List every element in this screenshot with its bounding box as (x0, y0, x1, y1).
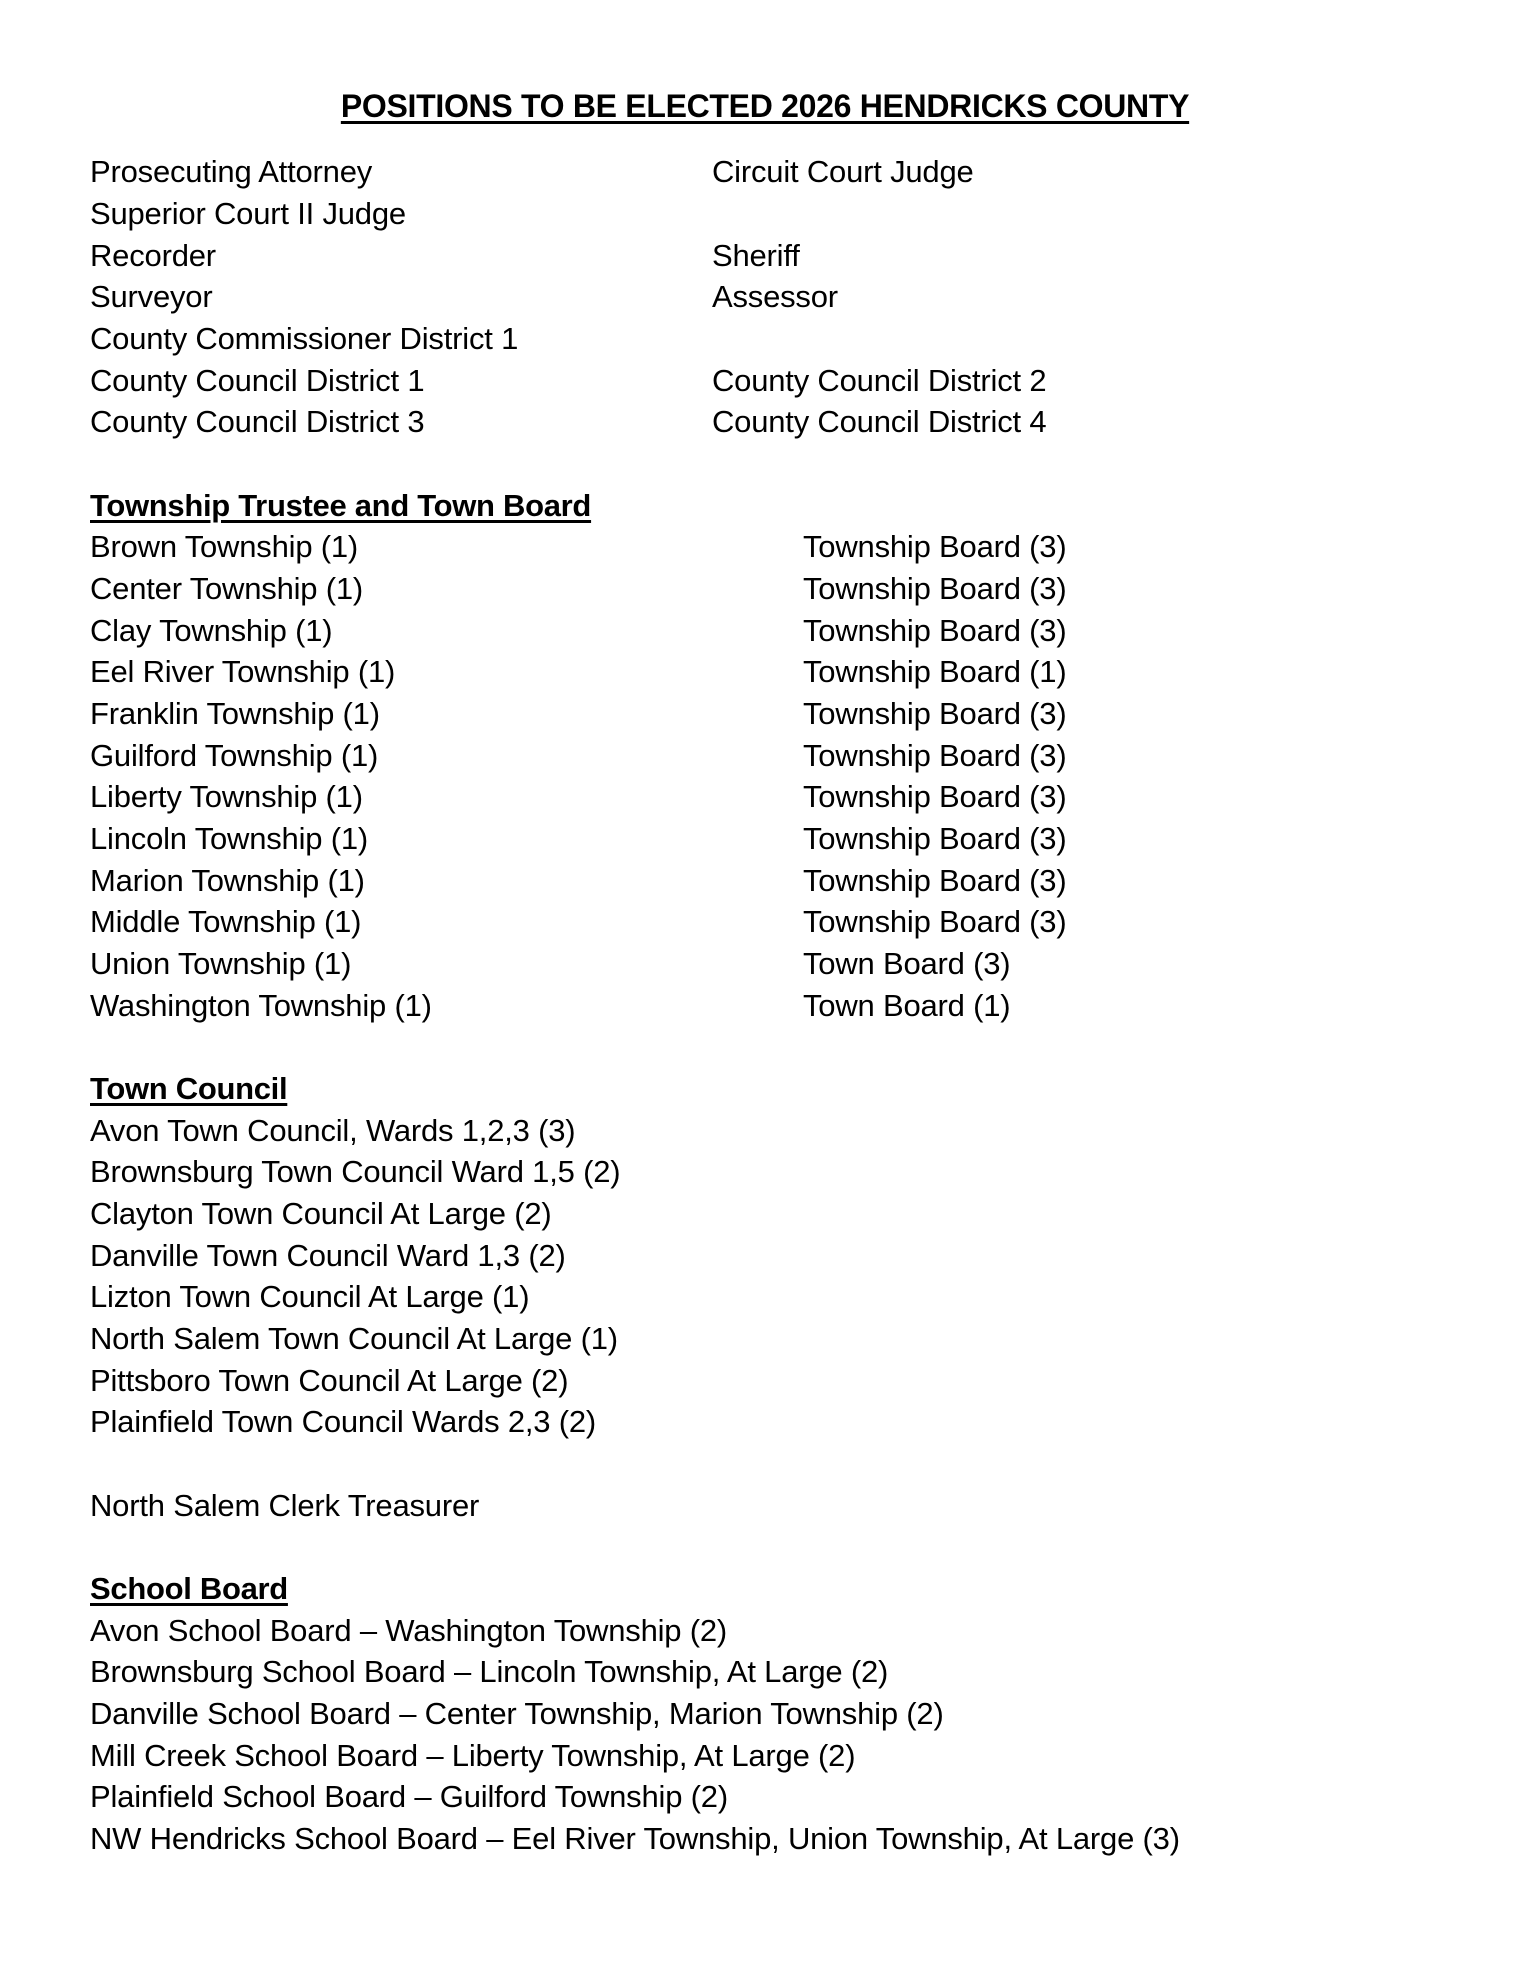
town-council-item: Avon Town Council, Wards 1,2,3 (3) (90, 1113, 576, 1148)
school-board-item: Brownsburg School Board – Lincoln Township, At Large (2) (90, 1654, 889, 1689)
township-board-item: Township Board (3) (803, 571, 1067, 606)
township-trustee-item: Guilford Township (1) (90, 738, 379, 773)
township-board-item: Township Board (3) (803, 738, 1067, 773)
section-heading-township: Township Trustee and Town Board (90, 488, 592, 523)
township-board-item: Township Board (3) (803, 779, 1067, 814)
township-trustee-item: Middle Township (1) (90, 904, 362, 939)
school-board-item: Danville School Board – Center Township, Marion Township (2) (90, 1696, 944, 1731)
town-council-item: Pittsboro Town Council At Large (2) (90, 1363, 569, 1398)
town-council-item: Danville Town Council Ward 1,3 (2) (90, 1238, 566, 1273)
township-trustee-item: Clay Township (1) (90, 613, 333, 648)
township-board-item: Town Board (3) (803, 946, 1011, 981)
school-board-item: Avon School Board – Washington Township (2) (90, 1613, 728, 1648)
town-council-item: North Salem Town Council At Large (1) (90, 1321, 618, 1356)
township-board-item: Township Board (3) (803, 613, 1067, 648)
school-board-item: Plainfield School Board – Guilford Township (2) (90, 1779, 728, 1814)
office-surveyor: Surveyor (90, 279, 213, 314)
school-board-item: Mill Creek School Board – Liberty Township, At Large (2) (90, 1738, 856, 1773)
township-trustee-item: Marion Township (1) (90, 863, 365, 898)
town-council-item: Plainfield Town Council Wards 2,3 (2) (90, 1404, 597, 1439)
township-trustee-item: Eel River Township (1) (90, 654, 396, 689)
office-prosecuting-attorney: Prosecuting Attorney (90, 154, 373, 189)
township-board-item: Township Board (3) (803, 863, 1067, 898)
office-sheriff: Sheriff (712, 238, 800, 273)
township-board-item: Township Board (1) (803, 654, 1067, 689)
school-board-item: NW Hendricks School Board – Eel River Township, Union Township, At Large (3) (90, 1821, 1180, 1856)
township-board-item: Town Board (1) (803, 988, 1011, 1023)
town-council-item: Lizton Town Council At Large (1) (90, 1279, 530, 1314)
township-trustee-item: Lincoln Township (1) (90, 821, 369, 856)
clerk-treasurer-item: North Salem Clerk Treasurer (90, 1488, 480, 1523)
township-trustee-item: Center Township (1) (90, 571, 364, 606)
township-board-item: Township Board (3) (803, 696, 1067, 731)
township-trustee-item: Washington Township (1) (90, 988, 432, 1023)
office-county-council-district-1: County Council District 1 (90, 363, 425, 398)
township-trustee-item: Liberty Township (1) (90, 779, 363, 814)
office-county-commissioner-district-1: County Commissioner District 1 (90, 321, 519, 356)
section-heading-school-board: School Board (90, 1571, 288, 1606)
township-board-item: Township Board (3) (803, 904, 1067, 939)
page-title: POSITIONS TO BE ELECTED 2026 HENDRICKS COUNTY (340, 88, 1190, 124)
township-trustee-item: Union Township (1) (90, 946, 352, 981)
office-county-council-district-2: County Council District 2 (712, 363, 1047, 398)
town-council-item: Brownsburg Town Council Ward 1,5 (2) (90, 1154, 621, 1189)
office-recorder: Recorder (90, 238, 216, 273)
township-trustee-item: Franklin Township (1) (90, 696, 380, 731)
office-county-council-district-3: County Council District 3 (90, 404, 425, 439)
township-board-item: Township Board (3) (803, 821, 1067, 856)
section-heading-town-council: Town Council (90, 1071, 288, 1106)
office-superior-court-ii-judge: Superior Court II Judge (90, 196, 406, 231)
township-trustee-item: Brown Township (1) (90, 529, 359, 564)
office-circuit-court-judge: Circuit Court Judge (712, 154, 974, 189)
township-board-item: Township Board (3) (803, 529, 1067, 564)
town-council-item: Clayton Town Council At Large (2) (90, 1196, 552, 1231)
office-county-council-district-4: County Council District 4 (712, 404, 1047, 439)
office-assessor: Assessor (712, 279, 838, 314)
